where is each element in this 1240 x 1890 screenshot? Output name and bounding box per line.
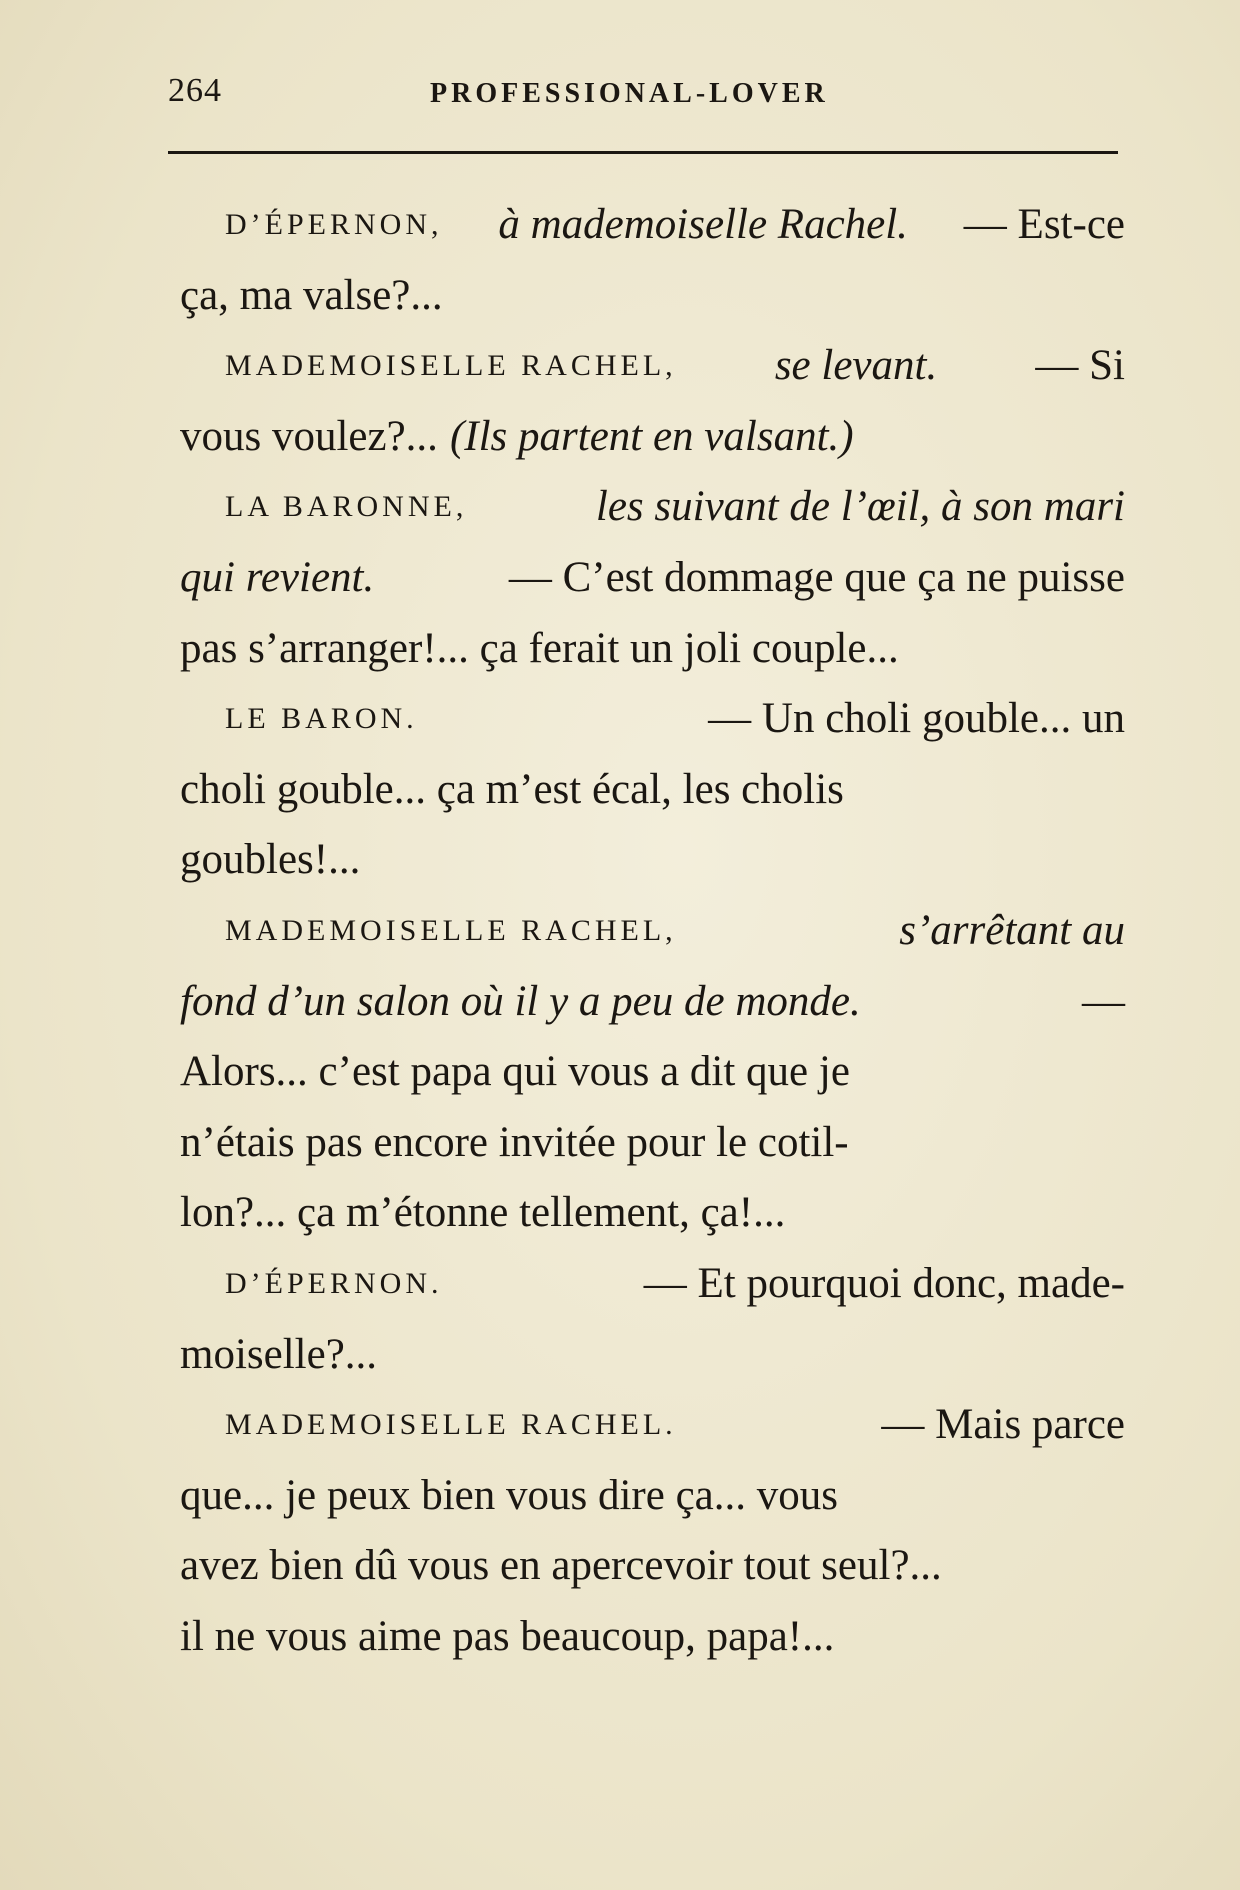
dialogue: vous voulez?... [180, 412, 438, 460]
text-line [180, 614, 1125, 685]
text-line [180, 1178, 1125, 1249]
text-line [180, 331, 1125, 402]
stage-direction: qui revient. [180, 553, 375, 601]
stage-direction: (Ils partent en valsant.) [449, 412, 854, 460]
text-line [180, 1037, 1125, 1108]
dialogue: ça, ma valse?... [180, 271, 443, 319]
dialogue: n’étais pas encore invitée pour le cotil- [180, 1118, 849, 1166]
text-line [180, 825, 1125, 896]
dialogue-text [180, 190, 1125, 1672]
text-line [180, 261, 1125, 332]
text-line [180, 896, 1125, 967]
speaker-name: LA BARONNE, [225, 490, 468, 524]
speaker-name: LE BARON. [225, 702, 418, 736]
stage-direction: à mademoiselle Rachel. [498, 201, 908, 248]
text-line [180, 1531, 1125, 1602]
dialogue: — Si [1035, 342, 1125, 390]
stage-direction: s’arrêtant au [899, 906, 1125, 954]
dialogue: que... je peux bien vous dire ça... vous [180, 1471, 838, 1519]
text-line [180, 1602, 1125, 1673]
dialogue: Alors... c’est papa qui vous a dit que je [180, 1048, 850, 1096]
speaker-name: D’ÉPERNON. [225, 1266, 443, 1300]
dialogue: — [1082, 977, 1125, 1025]
speaker-name: MADEMOISELLE RACHEL, [225, 349, 677, 383]
dialogue: — Un choli gouble... un [708, 695, 1125, 743]
text-line [180, 1249, 1125, 1320]
dialogue: — Est-ce [963, 201, 1125, 248]
stage-direction: les suivant de l’œil, à son mari [595, 483, 1125, 531]
dialogue: il ne vous aime pas beaucoup, papa!... [180, 1612, 835, 1660]
text-line [180, 1461, 1125, 1532]
running-title: PROFESSIONAL-LOVER [430, 78, 829, 109]
dialogue: choli gouble... ça m’est écal, les cholis [180, 765, 844, 813]
dialogue: lon?... ça m’étonne tellement, ça!... [180, 1189, 786, 1237]
stage-direction: fond d’un salon où il y a peu de monde. [180, 977, 861, 1025]
header-rule [168, 151, 1118, 154]
dialogue: moiselle?... [180, 1330, 378, 1378]
text-line [180, 543, 1125, 614]
stage-direction: se levant. [774, 342, 938, 390]
dialogue: goubles!... [180, 836, 361, 884]
text-line [180, 1108, 1125, 1179]
dialogue: — Et pourquoi donc, made- [643, 1259, 1125, 1307]
text-line [180, 755, 1125, 826]
dialogue: — Mais parce [881, 1401, 1125, 1449]
speaker-name: MADEMOISELLE RACHEL, [225, 913, 677, 947]
text-line [180, 190, 1125, 261]
text-line [180, 1390, 1125, 1461]
dialogue: avez bien dû vous en apercevoir tout seul?... [180, 1542, 942, 1590]
dialogue: — C’est dommage que ça ne puisse [508, 553, 1125, 601]
text-line [180, 472, 1125, 543]
text-line [180, 1320, 1125, 1391]
text-line [180, 402, 1125, 473]
page-header [168, 72, 1118, 122]
dialogue: pas s’arranger!... ça ferait un joli couple... [180, 624, 899, 672]
text-line [180, 684, 1125, 755]
speaker-name: D’ÉPERNON, [225, 208, 443, 241]
page-number: 264 [168, 72, 222, 109]
speaker-name: MADEMOISELLE RACHEL. [225, 1408, 677, 1442]
text-line [180, 967, 1125, 1038]
